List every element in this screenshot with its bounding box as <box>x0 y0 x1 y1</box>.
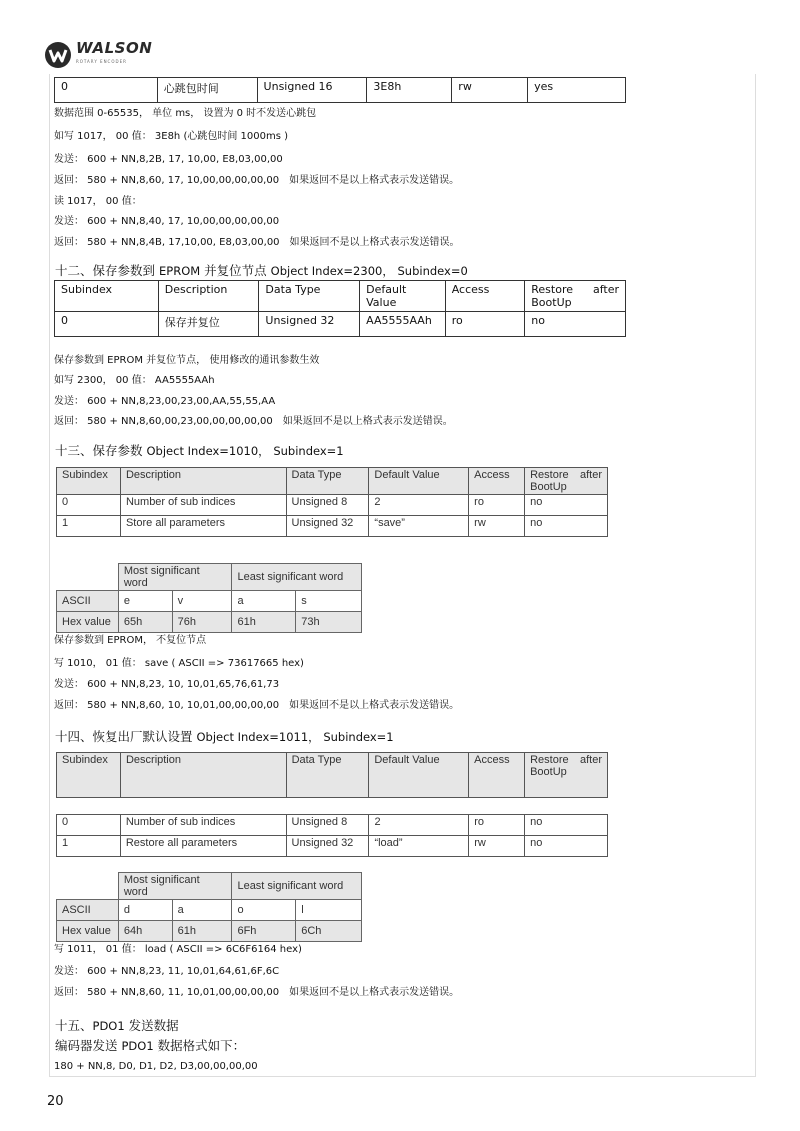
header-cell <box>525 468 608 495</box>
cell: 61h <box>172 921 232 942</box>
cell: 2 <box>369 815 469 836</box>
text-span: after <box>579 754 602 766</box>
text-line: 保存参数到 EPROM 并复位节点， 使用修改的通讯参数生效 <box>54 355 320 366</box>
cell: a <box>172 900 232 921</box>
cell: a <box>232 591 296 612</box>
header-cell <box>57 564 119 591</box>
table-row <box>57 815 608 836</box>
cell: Unsigned 8 <box>286 815 369 836</box>
text-line <box>54 171 459 186</box>
cell: 0 <box>57 495 121 516</box>
header-cell: Subindex <box>57 753 121 798</box>
section-heading <box>55 1016 179 1034</box>
text-span: Restore <box>530 754 569 766</box>
cell: Unsigned 32 <box>259 312 360 337</box>
header-cell: Most significant word <box>118 564 232 591</box>
text-span: BootUp <box>530 481 567 493</box>
restore-header-table <box>56 752 608 798</box>
heading-text: 十五、 <box>55 1018 93 1033</box>
cell: 76h <box>172 612 232 633</box>
page-number: 20 <box>47 1094 64 1109</box>
cell: e <box>118 591 172 612</box>
text-line: 发送： 600 + NN,8,23, 11, 10,01,64,61,6F,6C <box>54 966 280 977</box>
cell: yes <box>528 78 626 103</box>
cell: l <box>296 900 362 921</box>
text-span: 如果返回不是以上格式表示发送错误。 <box>289 987 460 998</box>
header-cell: Description <box>120 753 286 798</box>
table-header-row <box>57 753 608 798</box>
text-line: 发送： 600 + NN,8,2B, 17, 10,00, E8,03,00,00 <box>54 154 283 165</box>
text-span: 返回： 580 + NN,8,4B, 17,10,00, E8,03,00,00 <box>54 237 280 248</box>
text-line <box>54 412 453 427</box>
cell: ro <box>469 815 525 836</box>
cell: no <box>525 836 608 857</box>
heading-text: 发送数据 <box>128 1018 179 1033</box>
cell: no <box>525 312 626 337</box>
header-cell <box>57 873 119 900</box>
save-reset-table <box>54 280 626 337</box>
cell: Hex value <box>57 612 119 633</box>
heading-text: 十三、保存参数 <box>55 443 143 458</box>
header-cell: Data Type <box>286 753 369 798</box>
header-cell: Description <box>120 468 286 495</box>
text-span: 如果返回不是以上格式表示发送错误。 <box>289 237 460 248</box>
cell: 73h <box>296 612 362 633</box>
table-row <box>55 78 626 103</box>
table-row <box>57 836 608 857</box>
cell: ASCII <box>57 900 119 921</box>
header-cell: Default Value <box>369 468 469 495</box>
text-line <box>54 233 460 248</box>
cell: no <box>525 815 608 836</box>
heading-text: 数据格式如下： <box>157 1038 246 1053</box>
header-cell: Least significant word <box>232 873 362 900</box>
text-span: 如果返回不是以上格式表示发送错误。 <box>289 700 460 711</box>
save-params-table <box>56 467 608 537</box>
text-span: 返回： 580 + NN,8,60, 17, 10,00,00,00,00,00 <box>54 175 280 186</box>
text-span: 如果返回不是以上格式表示发送错误。 <box>289 175 460 186</box>
table-row <box>55 312 626 337</box>
text-span: BootUp <box>531 296 572 309</box>
text-line: 读 1017， 00 值： <box>54 196 142 207</box>
header-cell: Access <box>445 281 525 312</box>
table-row <box>57 591 362 612</box>
text-line: 发送： 600 + NN,8,40, 17, 10,00,00,00,00,00 <box>54 216 280 227</box>
table-header-row <box>57 873 362 900</box>
text-line: 如写 2300， 00 值： AA5555AAh <box>54 375 215 386</box>
header-cell: Least significant word <box>232 564 362 591</box>
walson-logo <box>44 38 152 72</box>
heading-text: PDO1 <box>92 1019 125 1033</box>
cell: 0 <box>57 815 121 836</box>
save-ascii-table <box>56 563 362 633</box>
table-header-row <box>57 564 362 591</box>
header-cell: Most significant word <box>118 873 232 900</box>
cell: Store all parameters <box>120 516 286 537</box>
heading-text: 十二、保存参数到 <box>55 263 156 278</box>
cell: ro <box>445 312 525 337</box>
header-cell: Data Type <box>259 281 360 312</box>
header-cell <box>525 753 608 798</box>
cell: 3E8h <box>367 78 452 103</box>
text-span: Restore <box>531 283 574 296</box>
cell: 保存并复位 <box>158 312 259 337</box>
table-row <box>57 921 362 942</box>
cell: rw <box>469 836 525 857</box>
heading-text: 并复位节点 <box>204 263 267 278</box>
cell: “save” <box>369 516 469 537</box>
cell: ro <box>469 495 525 516</box>
header-cell: Data Type <box>286 468 369 495</box>
heading-text: 十四、恢复出厂默认设置 <box>55 729 193 744</box>
table-header-row <box>55 281 626 312</box>
logo-text: WALSON <box>76 39 153 57</box>
section-subheading <box>55 1036 245 1054</box>
text-line: 数据范围 0-65535， 单位 ms， 设置为 0 时不发送心跳包 <box>54 108 317 119</box>
cell: Number of sub indices <box>120 815 286 836</box>
cell: no <box>525 516 608 537</box>
cell: ASCII <box>57 591 119 612</box>
text-span: 返回： 580 + NN,8,60, 10, 10,01,00,00,00,00 <box>54 700 280 711</box>
cell: rw <box>469 516 525 537</box>
heading-text: Object Index=2300， Subindex=0 <box>270 264 468 278</box>
text-line <box>54 696 459 711</box>
heading-text: PDO1 <box>121 1039 154 1053</box>
header-cell: Subindex <box>57 468 121 495</box>
text-line: 发送： 600 + NN,8,23,00,23,00,AA,55,55,AA <box>54 396 276 407</box>
text-line <box>54 983 459 998</box>
text-span: Restore <box>530 469 569 481</box>
table-row <box>57 495 608 516</box>
cell: no <box>525 495 608 516</box>
heading-text: Object Index=1010， Subindex=1 <box>146 444 344 458</box>
header-cell: Access <box>469 753 525 798</box>
text-span: after <box>579 469 602 481</box>
cell: o <box>232 900 296 921</box>
text-line: 发送： 600 + NN,8,23, 10, 10,01,65,76,61,73 <box>54 679 280 690</box>
cell: AA5555AAh <box>360 312 446 337</box>
section-heading <box>55 261 468 279</box>
text-span: Value <box>366 296 397 309</box>
cell: Hex value <box>57 921 119 942</box>
text-span: 如果返回不是以上格式表示发送错误。 <box>282 416 453 427</box>
cell: 1 <box>57 516 121 537</box>
section-heading <box>55 727 394 745</box>
heading-text: Object Index=1011， Subindex=1 <box>196 730 394 744</box>
text-span: BootUp <box>530 766 567 778</box>
cell: 61h <box>232 612 296 633</box>
walson-logo-icon <box>44 41 72 69</box>
cell: 1 <box>57 836 121 857</box>
header-cell <box>525 281 626 312</box>
cell: 0 <box>55 312 159 337</box>
cell: 心跳包时间 <box>157 78 257 103</box>
text-line: 180 + NN,8, D0, D1, D2, D3,00,00,00,00 <box>54 1061 258 1072</box>
text-span: after <box>592 283 619 296</box>
table-header-row <box>57 468 608 495</box>
cell: Unsigned 8 <box>286 495 369 516</box>
header-cell: Access <box>469 468 525 495</box>
cell: 6Ch <box>296 921 362 942</box>
cell: Number of sub indices <box>120 495 286 516</box>
cell: “load” <box>369 836 469 857</box>
cell: Restore all parameters <box>120 836 286 857</box>
cell: 2 <box>369 495 469 516</box>
text-span: Default <box>366 283 407 296</box>
logo-subtext: ROTARY ENCODER <box>76 59 127 64</box>
restore-params-table <box>56 814 608 857</box>
restore-ascii-table <box>56 872 362 942</box>
cell: 64h <box>118 921 172 942</box>
text-span: 返回： 580 + NN,8,60,00,23,00,00,00,00,00 <box>54 416 273 427</box>
cell: 65h <box>118 612 172 633</box>
header-cell: Description <box>158 281 259 312</box>
header-cell: Subindex <box>55 281 159 312</box>
section-heading <box>55 441 344 459</box>
table-row <box>57 516 608 537</box>
text-line: 写 1011， 01 值： load ( ASCII => 6C6F6164 hex) <box>54 944 302 955</box>
cell: v <box>172 591 232 612</box>
text-span: 返回： 580 + NN,8,60, 11, 10,01,00,00,00,00 <box>54 987 280 998</box>
cell: d <box>118 900 172 921</box>
header-cell <box>360 281 446 312</box>
text-line: 写 1010， 01 值： save ( ASCII => 73617665 hex) <box>54 658 304 669</box>
cell: Unsigned 32 <box>286 516 369 537</box>
header-cell: Default Value <box>369 753 469 798</box>
table-row <box>57 612 362 633</box>
cell: 6Fh <box>232 921 296 942</box>
text-line: 如写 1017， 00 值： 3E8h (心跳包时间 1000ms ) <box>54 131 289 142</box>
heading-text: EPROM <box>159 264 201 278</box>
cell: rw <box>452 78 528 103</box>
cell: 0 <box>55 78 158 103</box>
table-row <box>57 900 362 921</box>
cell: Unsigned 16 <box>257 78 367 103</box>
heartbeat-table <box>54 77 626 103</box>
cell: s <box>296 591 362 612</box>
text-line: 保存参数到 EPROM， 不复位节点 <box>54 635 207 646</box>
heading-text: 编码器发送 <box>55 1038 118 1053</box>
cell: Unsigned 32 <box>286 836 369 857</box>
